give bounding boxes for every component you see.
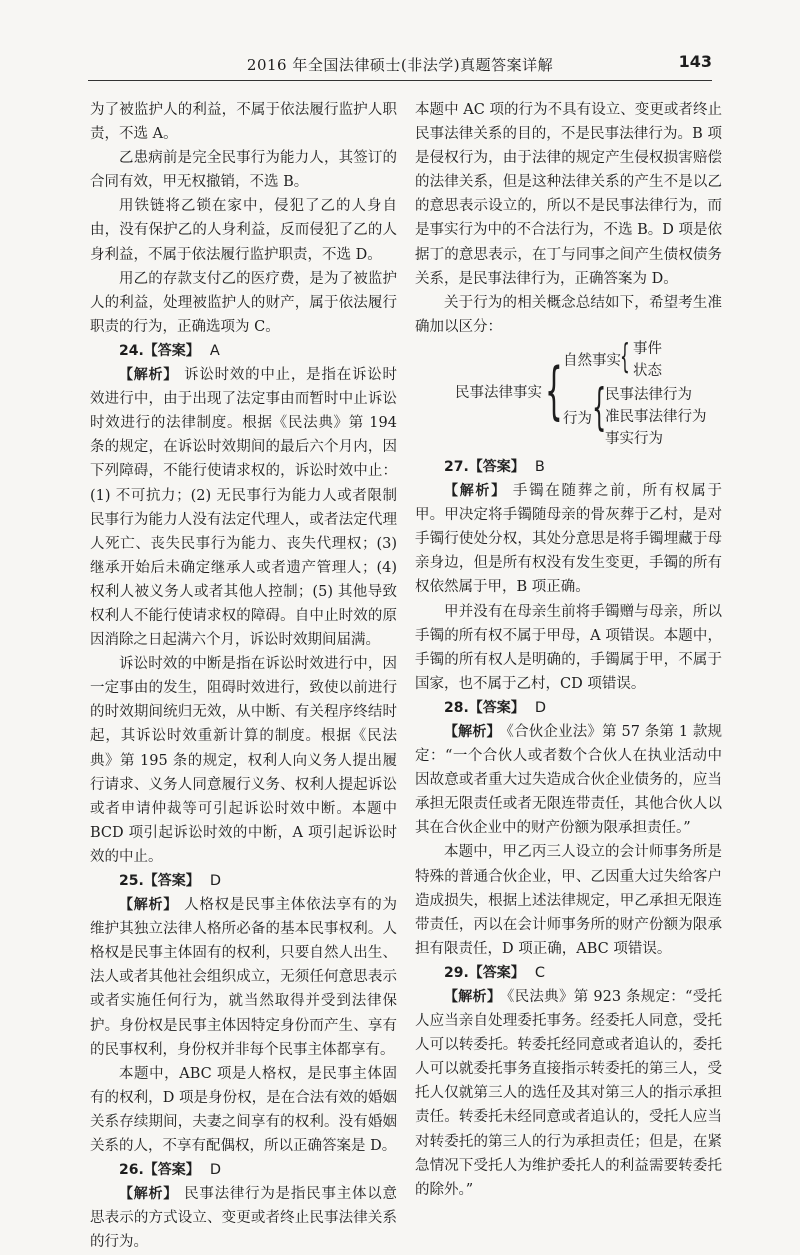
- paragraph: 甲并没有在母亲生前将手镯赠与母亲，所以手镯的所有权不属于甲母，A 项错误。本题中，手镯的所有权人是明确的，手镯属于甲，不属于国家，也不属于乙村，CD 项错误。: [415, 603, 722, 692]
- page-number: 143: [678, 52, 712, 71]
- header-title: 2016 年全国法律硕士(非法学)真题答案详解: [246, 56, 554, 74]
- answer-label: 28.【答案】: [444, 699, 525, 716]
- analysis-text: 《民法典》第 923 条规定：“受托人应当亲自处理委托事务。经委托人同意，受托人可以转委托。转委托经同意或者追认的，委托人可以就委托事务直接指示转委托的第三人，受托人仅就第三人的选任及其对第三人的指示承担责任。转委托未经同意或者追认的，受托人应当对转委托的第三人的行为承担责任；但是，在紧急情况下受托人为维护委托人的利益需要转委托的除外。”: [415, 989, 723, 1198]
- analysis-label: 【解析】: [444, 723, 501, 740]
- analysis-28: [415, 720, 722, 840]
- answer-26: [90, 1158, 397, 1182]
- answer-label: 26.【答案】: [119, 1162, 200, 1179]
- paragraph: 为了被监护人的利益，不属于依法履行监护人职责，不选 A。: [90, 102, 397, 143]
- paragraph: 诉讼时效的中断是指在诉讼时效进行中，因一定事由的发生，阻碍时效进行，致使以前进行的时效期间统归无效，从中断、有关程序终结时起，其诉讼时效重新计算的制度。根据《民法典》第 195 条的规定，权利人向义务人提出履行请求、义务人同意履行义务、权利人提起诉讼或者申请仲裁等可引起诉讼时效中断。本题中 BCD 项引起诉讼时效的中断，A 项引起诉讼时效的中止。: [90, 656, 397, 865]
- diagram-leaf: 事实行为: [605, 430, 663, 447]
- analysis-label: 【解析】: [444, 989, 502, 1005]
- paragraph: 本题中，ABC 项是人格权，是民事主体固有的权利，D 项是身份权，是在合法有效的婚姻关系存续期间，夫妻之间享有的权利。没有婚姻关系的人，不享有配偶权，所以正确答案是 D。: [90, 1065, 397, 1155]
- analysis-text: 诉讼时效的中止，是指在诉讼时效进行中，由于出现了法定事由而暂时中止诉讼时效进行的法律制度。根据《民法典》第 194 条的规定，在诉讼时效期间的最后六个月内，因下列障碍，不能行使请求权的，诉讼时效中止：(1) 不可抗力；(2) 无民事行为能力人或者限制民事行为能力人没有法定代理人，或者法定代理人死亡、丧失民事行为能力、丧失代理权；(3) 继承开始后未确定继承人或者遗产管理人；(4) 权利人被义务人或者其他人控制；(5) 其他导致权利人不能行使请求权的障碍。自中止时效的原因消除之日起满六个月，诉讼时效期间届满。: [90, 367, 398, 649]
- answer-value: A: [209, 342, 220, 359]
- legal-fact-diagram: [415, 336, 722, 451]
- analysis-label: 【解析】: [119, 367, 179, 384]
- answer-value: D: [534, 699, 546, 716]
- answer-value: C: [534, 964, 545, 981]
- answer-label: 29.【答案】: [444, 964, 525, 981]
- analysis-27: [415, 479, 722, 599]
- brace-natural: {: [620, 336, 630, 377]
- analysis-26: [90, 1182, 397, 1254]
- answer-value: B: [534, 458, 545, 475]
- diagram-leaf: 准民事法律行为: [605, 408, 707, 425]
- paragraph: 本题中 AC 项的行为不具有设立、变更或者终止民事法律关系的目的，不是民事法律行为。B 项是侵权行为，由于法律的规定产生侵权损害赔偿的法律关系，但是这种法律关系的产生不是以乙的意思表示设立的，所以不是民事法律行为，而是事实行为中的不合法行为，不选 B。D 项是依据丁的意思表示，在丁与同事之间产生债权债务关系，是民事法律行为，正确答案为 D。: [415, 102, 722, 287]
- answer-label: 24.【答案】: [119, 342, 200, 359]
- diagram-root: 民事法律事实: [455, 384, 542, 401]
- analysis-text: 手镯在随葬之前，所有权属于甲。甲决定将手镯随母亲的骨灰葬于乙村，是对手镯行使处分权，其处分意思是将手镯埋藏于母亲身边，但是所有权没有发生变更，手镯的所有权依然属于甲，B 项正确。: [415, 483, 722, 596]
- left-column: [90, 98, 397, 1255]
- brace-root: {: [545, 353, 563, 427]
- analysis-25: [90, 893, 397, 1062]
- brace-act: {: [592, 377, 607, 436]
- running-header: [88, 50, 712, 81]
- answer-label: 25.【答案】: [119, 873, 200, 889]
- analysis-text: 人格权是民事主体依法享有的为维护其独立法律人格所必备的基本民事权利。人格权是民事主体固有的权利，只要自然人出生、法人或者其他社会组织成立，无须任何意思表示或者实施任何行为，就当然取得并受到法律保护。身份权是民事主体因特定身份而产生、享有的民事权利，身份权并非每个民事主体都享有。: [90, 897, 398, 1058]
- diagram-branch-natural: 自然事实: [563, 352, 621, 369]
- answer-label: 27.【答案】: [444, 458, 525, 475]
- right-column: [415, 98, 722, 1202]
- paragraph: 乙患病前是完全民事行为能力人，其签订的合同有效，甲无权撤销，不选 B。: [90, 150, 397, 191]
- analysis-label: 【解析】: [444, 483, 507, 500]
- paragraph: 关于行为的相关概念总结如下，希望考生准确加以区分：: [415, 294, 722, 335]
- analysis-label: 【解析】: [119, 1186, 179, 1203]
- diagram-branch-act: 行为: [563, 410, 592, 427]
- answer-value: D: [209, 1162, 221, 1179]
- answer-27: [415, 455, 722, 479]
- analysis-text: 《合伙企业法》第 57 条第 1 款规定：“一个合伙人或者数个合伙人在执业活动中因故意或者重大过失造成合伙企业债务的，应当承担无限责任或者无限连带责任，其他合伙人以其在合伙企业中的财产份额为限承担责任。”: [415, 723, 723, 837]
- paragraph: 用乙的存款支付乙的医疗费，是为了被监护人的利益，处理被监护人的财产，属于依法履行职责的行为，正确选项为 C。: [90, 270, 397, 335]
- diagram-leaf: 事件: [633, 340, 662, 357]
- analysis-label: 【解析】: [119, 897, 179, 914]
- answer-value: D: [209, 873, 221, 889]
- answer-25: [90, 869, 397, 893]
- answer-24: [90, 339, 397, 363]
- answer-29: [415, 961, 722, 985]
- diagram-leaf: 状态: [633, 362, 662, 379]
- analysis-29: [415, 985, 722, 1202]
- answer-28: [415, 696, 722, 720]
- paragraph: 用铁链将乙锁在家中，侵犯了乙的人身自由，没有保护乙的人身利益，反而侵犯了乙的人身利益，不属于依法履行监护职责，不选 D。: [90, 198, 397, 263]
- analysis-24: [90, 363, 397, 652]
- diagram-leaf: 民事法律行为: [605, 386, 692, 403]
- analysis-text: 民事法律行为是指民事主体以意思表示的方式设立、变更或者终止民事法律关系的行为。: [90, 1186, 398, 1251]
- paragraph: 本题中，甲乙丙三人设立的会计师事务所是特殊的普通合伙企业，甲、乙因重大过失给客户造成损失，根据上述法律规定，甲乙承担无限连带责任，丙以在会计师事务所的财产份额为限承担有限责任，D 项正确，ABC 项错误。: [415, 844, 722, 957]
